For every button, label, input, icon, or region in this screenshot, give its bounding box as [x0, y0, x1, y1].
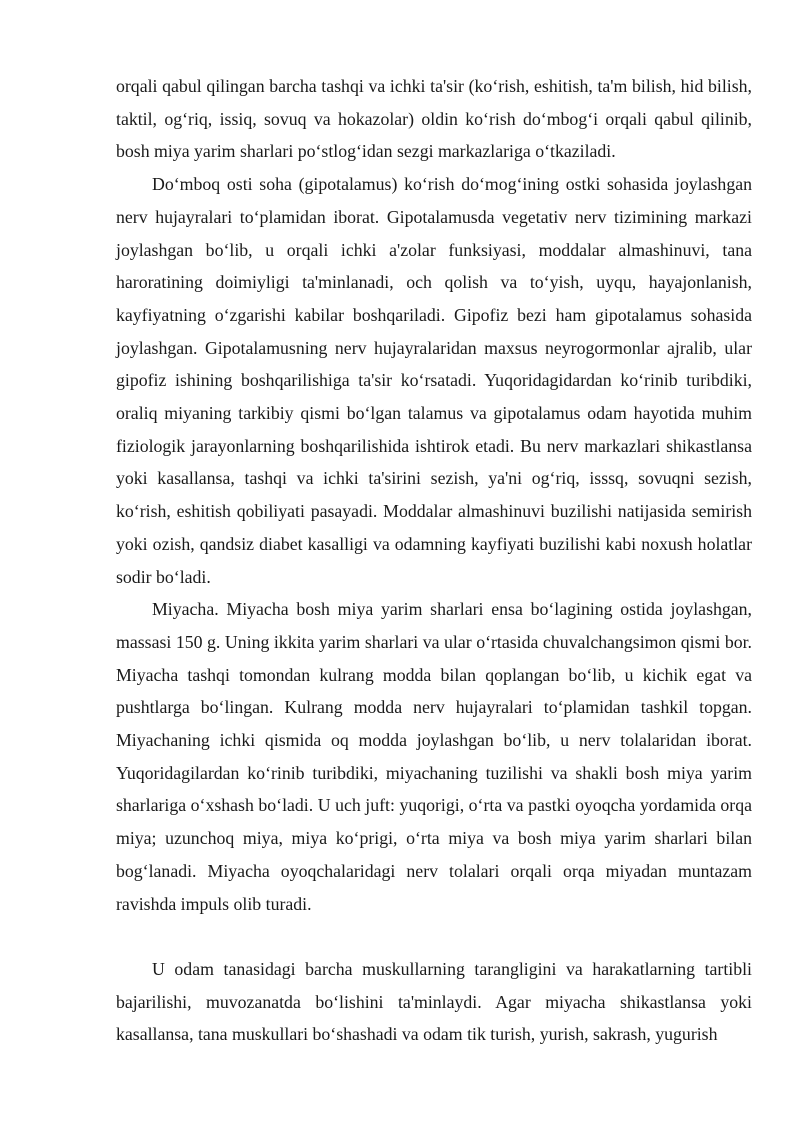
paragraph-gipotalamus: Do‘mboq osti soha (gipotalamus) ko‘rish do‘mog‘ining ostki sohasida joylashgan nerv hujayralari to‘plamidan iborat. Gipotalamusda vegetativ nerv tizimining markazi joylashgan bo‘lib, u orqali ichki a'zolar funksiyasi, moddalar almashinuvi, tana haroratining doimiyligi ta'minlanadi, och qolish va to‘yish, uyqu, hayajonlanish, kayfiyatning o‘zgarishi kabilar boshqariladi. Gipofiz bezi ham gipotalamus sohasida joylashgan. Gipotalamusning nerv hujayralaridan maxsus neyrogormonlar ajralib, ular gipofiz ishining boshqarilishiga ta'sir ko‘rsatadi. Yuqoridagidardan ko‘rinib turibdiki, oraliq miyaning tarkibiy qismi bo‘lgan talamus va gipotalamus odam hayotida muhim fiziologik jarayonlarning boshqarilishida ishtirok etadi. Bu nerv markazlari shikastlansa yoki kasallansa, tashqi va ichki ta'sirini sezish, ya'ni og‘riq, isssq, sovuqni sezish, ko‘rish, eshitish qobiliyati pasayadi. Moddalar almashinuvi buzilishi natijasida semirish yoki ozish, qandsiz diabet kasalligi va odamning kayfiyati buzilishi kabi noxush holatlar sodir bo‘ladi.	[116, 174, 752, 587]
paragraph-continuation: orqali qabul qilingan barcha tashqi va ichki ta'sir (ko‘rish, eshitish, ta'm bilish, hid bilish, taktil, og‘riq, issiq, sovuq va hokazolar) oldin ko‘rish do‘mbog‘i orqali qabul qilinib, bosh miya yarim sharlari po‘stlog‘idan sezgi markazlariga o‘tkaziladi.	[116, 76, 752, 162]
paragraph-miyacha: Miyacha. Miyacha bosh miya yarim sharlari ensa bo‘lagining ostida joylashgan, massasi 150 g. Uning ikkita yarim sharlari va ular o‘rtasida chuvalchangsimon qismi bor. Miyacha tashqi tomondan kulrang modda bilan qoplangan bo‘lib, u kichik egat va pushtlarga bo‘lingan. Kulrang modda nerv hujayralari to‘plamidan tashkil topgan. Miyachaning ichki qismida oq modda joylashgan bo‘lib, u nerv tolalaridan iborat. Yuqoridagilardan ko‘rinib turibdiki, miyachaning tuzilishi va shakli bosh miya yarim sharlariga o‘xshash bo‘ladi. U uch juft: yuqorigi, o‘rta va pastki oyoqcha yordamida orqa miya; uzunchoq miya, miya ko‘prigi, o‘rta miya va bosh miya yarim sharlari bilan bog‘lanadi. Miyacha oyoqchalaridagi nerv tolalari orqali orqa miyadan muntazam ravishda impuls olib turadi.	[116, 599, 752, 914]
paragraph-miyacha-function: U odam tanasidagi barcha muskullarning tarangligini va harakatlarning tartibli bajarilishi, muvozanatda bo‘lishini ta'minlaydi. Agar miyacha shikastlansa yoki kasallansa, tana muskullari bo‘shashadi va odam tik turish, yurish, sakrash, yugurish	[116, 958, 752, 1045]
document-body	[116, 70, 752, 1051]
